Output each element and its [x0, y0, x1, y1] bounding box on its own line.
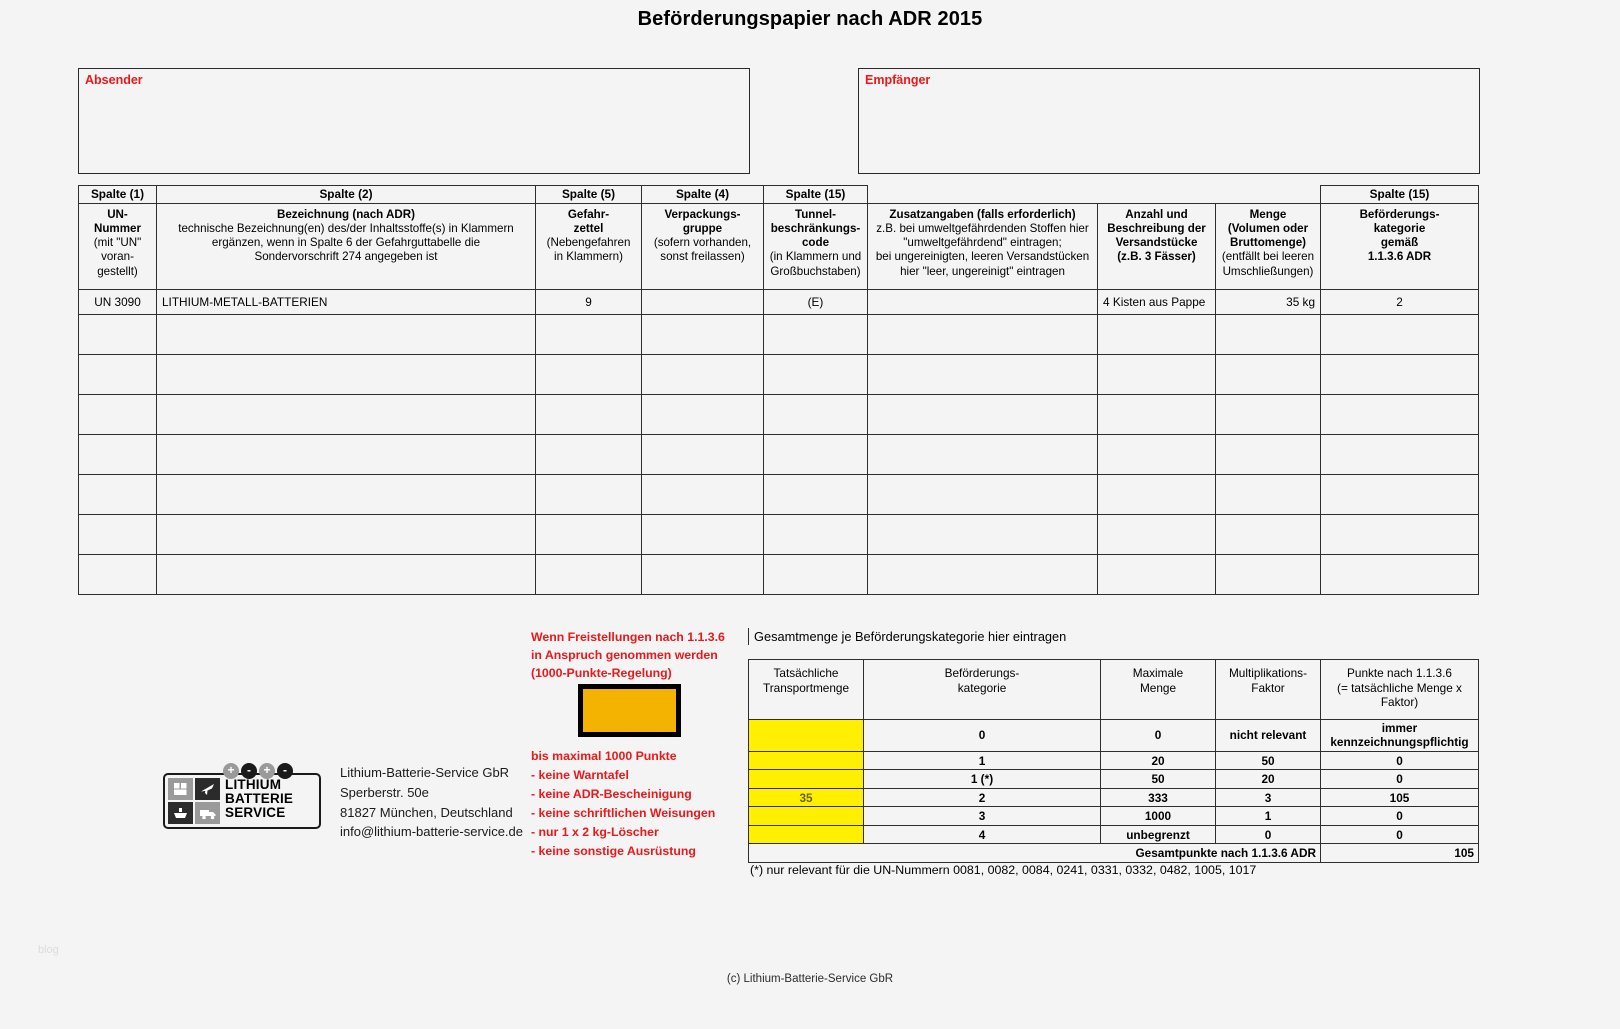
- totals-caption: Gesamtmenge je Beförderungskategorie hier eintragen: [748, 628, 1066, 645]
- col-un-number-s1: (mit "UN": [93, 236, 142, 250]
- minus-pole-icon: -: [277, 763, 293, 779]
- cell-empty[interactable]: [764, 475, 868, 515]
- cell-empty[interactable]: [1216, 475, 1321, 515]
- cell-empty[interactable]: [1098, 355, 1216, 395]
- cell-empty[interactable]: [642, 475, 764, 515]
- totals-table: [748, 659, 1479, 863]
- totals-cell-category: 4: [864, 825, 1101, 844]
- plus-pole-icon: +: [259, 763, 275, 779]
- cell-empty[interactable]: [1321, 355, 1479, 395]
- minus-pole-icon: -: [241, 763, 257, 779]
- totals-table-body: [749, 720, 1479, 863]
- totals-col-kategorie-l2: kategorie: [957, 680, 1007, 695]
- totals-cell-max: 1000: [1101, 807, 1216, 826]
- col-bezeichnung-header: [157, 204, 536, 290]
- col-verpackungsgruppe-l2: gruppe: [682, 222, 723, 236]
- col-bezeichnung-s2: ergänzen, wenn in Spalte 6 der Gefahrguttabelle die: [211, 236, 481, 250]
- col-kategorie-l3: gemäß: [1380, 236, 1419, 250]
- logo-tiles: [168, 778, 220, 824]
- spalte-spacer-1: [868, 186, 1098, 204]
- totals-cell-max: unbegrenzt: [1101, 825, 1216, 844]
- cell-un-number[interactable]: UN 3090: [79, 290, 157, 315]
- company-address: [340, 763, 523, 842]
- col-gefahrzettel-l1: Gefahr-: [567, 208, 610, 221]
- totals-cell-factor: 1: [1216, 807, 1321, 826]
- totals-cell-points: immer kennzeichnungspflichtig: [1321, 720, 1479, 752]
- col-kategorie-l2: kategorie: [1373, 222, 1426, 236]
- col-zusatzangaben-s4: hier "leer, ungereinigt" eintragen: [900, 264, 1065, 278]
- totals-sum-label: Gesamtpunkte nach 1.1.3.6 ADR: [749, 844, 1321, 863]
- cell-empty[interactable]: [1098, 315, 1216, 355]
- col-verpackungsgruppe-s1: (sofern vorhanden,: [653, 236, 752, 250]
- col-gefahrzettel-s2: in Klammern): [554, 250, 623, 264]
- totals-col-faktor-l1: Multiplikations-: [1228, 666, 1308, 680]
- logo-wordmark: [225, 778, 293, 819]
- watermark-text: blog: [38, 944, 59, 956]
- exemption-bullet: - keine Warntafel: [531, 767, 629, 782]
- cell-empty[interactable]: [764, 315, 868, 355]
- receiver-box[interactable]: [858, 68, 1480, 174]
- cell-empty[interactable]: [1321, 555, 1479, 595]
- col-un-number-l1: UN-: [107, 208, 128, 221]
- col-kategorie-header: [1321, 204, 1479, 290]
- sender-label: Absender: [85, 73, 143, 87]
- exemption-bullet: - keine ADR-Bescheinigung: [531, 786, 692, 801]
- col-gefahrzettel-s1: (Nebengefahren: [546, 236, 631, 250]
- totals-cell-quantity[interactable]: [749, 807, 864, 826]
- cell-anzahl[interactable]: 4 Kisten aus Pappe: [1098, 290, 1216, 315]
- cell-empty[interactable]: [79, 395, 157, 435]
- totals-cell-points: 0: [1321, 751, 1479, 770]
- cell-empty[interactable]: [764, 515, 868, 555]
- cell-tunnelcode[interactable]: (E): [764, 290, 868, 315]
- table-row-empty[interactable]: [79, 555, 1479, 595]
- totals-cell-max: 50: [1101, 770, 1216, 789]
- totals-col-punkte-l3: Faktor): [1380, 695, 1419, 710]
- totals-col-max: [1101, 660, 1216, 720]
- totals-cell-quantity[interactable]: 35: [749, 788, 864, 807]
- totals-cell-max: 0: [1101, 720, 1216, 752]
- cell-empty[interactable]: [642, 315, 764, 355]
- cell-empty[interactable]: [1216, 355, 1321, 395]
- cell-empty[interactable]: [868, 515, 1098, 555]
- col-tunnelcode-l3: code: [801, 236, 830, 250]
- orange-hazard-plate-icon: [578, 684, 681, 737]
- cell-gefahrzettel[interactable]: 9: [536, 290, 642, 315]
- cell-menge[interactable]: 35 kg: [1216, 290, 1321, 315]
- page-title: Beförderungspapier nach ADR 2015: [637, 8, 983, 30]
- goods-table-body: [79, 290, 1479, 595]
- totals-cell-points: 0: [1321, 807, 1479, 826]
- cell-empty[interactable]: [868, 435, 1098, 475]
- col-kategorie-l1: Beförderungs-: [1359, 208, 1440, 221]
- cell-empty[interactable]: [642, 435, 764, 475]
- exemption-bullet: - nur 1 x 2 kg-Löscher: [531, 824, 659, 839]
- company-street: Sperberstr. 50e: [340, 784, 429, 800]
- totals-col-faktor: [1216, 660, 1321, 720]
- cell-empty[interactable]: [642, 555, 764, 595]
- totals-cell-factor: 20: [1216, 770, 1321, 789]
- spalte-spacer-2: [1098, 186, 1216, 204]
- col-kategorie-l4: 1.1.3.6 ADR: [1367, 250, 1432, 264]
- cell-empty[interactable]: [79, 555, 157, 595]
- exemption-notice-line3: (1000-Punkte-Regelung): [531, 665, 672, 680]
- cell-empty[interactable]: [157, 515, 536, 555]
- totals-cell-quantity[interactable]: [749, 751, 864, 770]
- col-gefahrzettel-l2: zettel: [573, 222, 604, 236]
- table-row-empty[interactable]: [79, 315, 1479, 355]
- spalte-15-label: Spalte (15): [764, 186, 868, 204]
- spalte-2-label: Spalte (2): [157, 186, 536, 204]
- totals-col-kategorie-l1: Beförderungs-: [944, 666, 1020, 680]
- totals-cell-points: 0: [1321, 825, 1479, 844]
- cell-empty[interactable]: [79, 475, 157, 515]
- cell-empty[interactable]: [868, 395, 1098, 435]
- spalte-5-label: Spalte (5): [536, 186, 642, 204]
- ship-icon: [168, 802, 193, 824]
- truck-icon: [195, 802, 220, 824]
- cell-empty[interactable]: [157, 475, 536, 515]
- totals-cell-category: 1: [864, 751, 1101, 770]
- spalte-1-label: Spalte (1): [79, 186, 157, 204]
- company-name: Lithium-Batterie-Service GbR: [340, 765, 510, 780]
- cell-empty[interactable]: [1216, 395, 1321, 435]
- totals-col-kategorie: [864, 660, 1101, 720]
- totals-col-menge: [749, 660, 864, 720]
- exemption-notice: [531, 629, 746, 682]
- cell-empty[interactable]: [536, 555, 642, 595]
- totals-cell-category: 1 (*): [864, 770, 1101, 789]
- totals-col-punkte: [1321, 660, 1479, 720]
- totals-row[interactable]: [749, 788, 1479, 807]
- cell-empty[interactable]: [157, 555, 536, 595]
- cell-empty[interactable]: [764, 435, 868, 475]
- totals-cell-max: 20: [1101, 751, 1216, 770]
- cell-empty[interactable]: [536, 315, 642, 355]
- col-tunnelcode-l2: beschränkungs-: [770, 222, 861, 236]
- cell-empty[interactable]: [1321, 395, 1479, 435]
- cell-empty[interactable]: [642, 395, 764, 435]
- col-un-number-header: [79, 204, 157, 290]
- totals-header-row: [749, 660, 1479, 720]
- table-row-empty[interactable]: [79, 395, 1479, 435]
- totals-row[interactable]: [749, 825, 1479, 844]
- company-logo: [163, 765, 323, 829]
- cell-empty[interactable]: [868, 315, 1098, 355]
- totals-cell-quantity[interactable]: [749, 770, 864, 789]
- col-bezeichnung-s1: technische Bezeichnung(en) des/der Inhaltsstoffe(s) in Klammern: [178, 222, 514, 236]
- col-verpackungsgruppe-l1: Verpackungs-: [664, 208, 741, 221]
- spalte-15b-label: Spalte (15): [1321, 186, 1479, 204]
- cell-empty[interactable]: [1216, 515, 1321, 555]
- exemption-bullet: - keine schriftlichen Weisungen: [531, 805, 716, 820]
- cell-empty[interactable]: [642, 355, 764, 395]
- spalte-spacer-3: [1216, 186, 1321, 204]
- cell-empty[interactable]: [157, 355, 536, 395]
- table-row-empty[interactable]: [79, 355, 1479, 395]
- col-un-number-s2: voran-: [101, 250, 134, 264]
- airplane-icon: [195, 778, 220, 800]
- totals-col-punkte-l2: (= tatsächliche Menge x: [1337, 680, 1462, 695]
- exemption-bullet: - keine sonstige Ausrüstung: [531, 843, 696, 858]
- goods-table: [78, 185, 1479, 595]
- totals-col-max-l2: Menge: [1139, 680, 1177, 695]
- totals-sum-value: 105: [1321, 844, 1479, 863]
- totals-cell-points: 105: [1321, 788, 1479, 807]
- cell-empty[interactable]: [536, 435, 642, 475]
- cell-zusatzangaben[interactable]: [868, 290, 1098, 315]
- col-zusatzangaben-s3: bei ungereinigten, leeren Versandstücken: [875, 250, 1090, 264]
- cell-empty[interactable]: [79, 435, 157, 475]
- totals-row[interactable]: [749, 770, 1479, 789]
- cell-empty[interactable]: [1216, 435, 1321, 475]
- logo-word-batterie: BATTERIE: [225, 790, 294, 806]
- totals-col-menge-l1: Tatsächliche: [773, 666, 839, 680]
- col-tunnelcode-header: [764, 204, 868, 290]
- cell-empty[interactable]: [1321, 475, 1479, 515]
- totals-row[interactable]: [749, 807, 1479, 826]
- cell-empty[interactable]: [1216, 555, 1321, 595]
- cell-empty[interactable]: [1321, 515, 1479, 555]
- col-zusatzangaben-header: [868, 204, 1098, 290]
- spalte-4-label: Spalte (4): [642, 186, 764, 204]
- cell-empty[interactable]: [868, 355, 1098, 395]
- col-menge-l1: Menge: [1249, 208, 1287, 221]
- cell-empty[interactable]: [157, 395, 536, 435]
- receiver-label: Empfänger: [865, 73, 931, 87]
- exemption-notice-line2: in Anspruch genommen werden: [531, 647, 718, 662]
- cell-empty[interactable]: [1098, 515, 1216, 555]
- battery-cells-icon: [168, 778, 193, 800]
- col-zusatzangaben-s2: "umweltgefährdend" eintragen;: [903, 236, 1062, 250]
- exemption-notice-line1: Wenn Freistellungen nach 1.1.3.6: [531, 630, 725, 644]
- cell-empty[interactable]: [79, 355, 157, 395]
- cell-empty[interactable]: [1098, 395, 1216, 435]
- cell-kategorie[interactable]: 2: [1321, 290, 1479, 315]
- sender-box[interactable]: [78, 68, 750, 174]
- copyright-line: (c) Lithium-Batterie-Service GbR: [726, 973, 894, 985]
- col-anzahl-l1: Anzahl und: [1125, 208, 1188, 221]
- totals-col-faktor-l2: Faktor: [1251, 680, 1285, 695]
- cell-empty[interactable]: [536, 515, 642, 555]
- cell-empty[interactable]: [536, 355, 642, 395]
- col-menge-s2: Umschließungen): [1222, 264, 1314, 278]
- totals-cell-category: 0: [864, 720, 1101, 752]
- col-anzahl-header: [1098, 204, 1216, 290]
- cell-empty[interactable]: [1098, 475, 1216, 515]
- totals-cell-factor: 50: [1216, 751, 1321, 770]
- col-verpackungsgruppe-s2: sonst freilassen): [660, 250, 745, 264]
- totals-col-menge-l2: Transportmenge: [762, 680, 850, 695]
- exemption-bullet-list: [531, 766, 751, 861]
- totals-cell-points: 0: [1321, 770, 1479, 789]
- cell-empty[interactable]: [868, 555, 1098, 595]
- company-email[interactable]: info@lithium-batterie-service.de: [340, 824, 523, 840]
- totals-cell-category: 3: [864, 807, 1101, 826]
- cell-empty[interactable]: [536, 475, 642, 515]
- cell-empty[interactable]: [1098, 435, 1216, 475]
- col-gefahrzettel-header: [536, 204, 642, 290]
- col-anzahl-l3: Versandstücke: [1115, 236, 1198, 250]
- col-menge-header: [1216, 204, 1321, 290]
- col-zusatzangaben-title: Zusatzangaben (falls erforderlich): [889, 208, 1076, 221]
- col-bezeichnung-s3: Sondervorschrift 274 angegeben ist: [254, 250, 438, 264]
- totals-col-max-l1: Maximale: [1132, 666, 1184, 680]
- exemption-bullets-title: bis maximal 1000 Punkte: [531, 749, 677, 763]
- col-bezeichnung-title: Bezeichnung (nach ADR): [276, 208, 416, 221]
- cell-empty[interactable]: [764, 355, 868, 395]
- col-menge-s1: (entfällt bei leeren: [1221, 250, 1315, 264]
- cell-empty[interactable]: [1098, 555, 1216, 595]
- cell-empty[interactable]: [79, 315, 157, 355]
- table-row[interactable]: [79, 290, 1479, 315]
- cell-empty[interactable]: [868, 475, 1098, 515]
- exemption-benefits: [531, 747, 751, 861]
- col-tunnelcode-s1: (in Klammern und: [769, 250, 862, 264]
- cell-empty[interactable]: [157, 435, 536, 475]
- col-un-number-s3: gestellt): [97, 264, 138, 278]
- totals-cell-category: 2: [864, 788, 1101, 807]
- company-city: 81827 München, Deutschland: [340, 804, 513, 820]
- totals-row[interactable]: [749, 751, 1479, 770]
- col-zusatzangaben-s1: z.B. bei umweltgefährdenden Stoffen hier: [876, 222, 1089, 236]
- column-header-row: [79, 204, 1479, 290]
- cell-empty[interactable]: [764, 555, 868, 595]
- cell-empty[interactable]: [642, 515, 764, 555]
- plus-pole-icon: +: [223, 763, 239, 779]
- totals-cell-max: 333: [1101, 788, 1216, 807]
- totals-cell-quantity[interactable]: [749, 825, 864, 844]
- totals-row[interactable]: [749, 720, 1479, 752]
- cell-empty[interactable]: [1321, 315, 1479, 355]
- totals-cell-factor: nicht relevant: [1216, 720, 1321, 752]
- cell-empty[interactable]: [157, 315, 536, 355]
- cell-empty[interactable]: [1216, 315, 1321, 355]
- totals-footnote: (*) nur relevant für die UN-Nummern 0081, 0082, 0084, 0241, 0331, 0332, 0482, 1005, 1017: [750, 863, 1257, 877]
- logo-word-service: SERVICE: [225, 804, 286, 820]
- totals-col-punkte-l1: Punkte nach 1.1.3.6: [1347, 666, 1452, 680]
- col-menge-l3: Bruttomenge): [1230, 236, 1306, 250]
- col-tunnelcode-l1: Tunnel-: [795, 208, 836, 221]
- col-anzahl-l4: (z.B. 3 Fässer): [1117, 250, 1196, 264]
- col-menge-l2: (Volumen oder: [1227, 222, 1309, 236]
- spalte-row: [79, 186, 1479, 204]
- col-anzahl-l2: Beschreibung der: [1107, 222, 1206, 236]
- cell-empty[interactable]: [1321, 435, 1479, 475]
- table-row-empty[interactable]: [79, 515, 1479, 555]
- col-un-number-l2: Nummer: [93, 222, 142, 236]
- table-row-empty[interactable]: [79, 435, 1479, 475]
- col-verpackungsgruppe-header: [642, 204, 764, 290]
- cell-bezeichnung[interactable]: LITHIUM-METALL-BATTERIEN: [157, 290, 536, 315]
- totals-cell-quantity[interactable]: [749, 720, 864, 752]
- cell-empty[interactable]: [764, 395, 868, 435]
- cell-verpackungsgruppe[interactable]: [642, 290, 764, 315]
- totals-sum-row: [749, 844, 1479, 863]
- table-row-empty[interactable]: [79, 475, 1479, 515]
- logo-word-lithium: LITHIUM: [225, 777, 282, 792]
- col-tunnelcode-s2: Großbuchstaben): [770, 264, 861, 278]
- cell-empty[interactable]: [536, 395, 642, 435]
- totals-cell-factor: 3: [1216, 788, 1321, 807]
- totals-cell-factor: 0: [1216, 825, 1321, 844]
- cell-empty[interactable]: [79, 515, 157, 555]
